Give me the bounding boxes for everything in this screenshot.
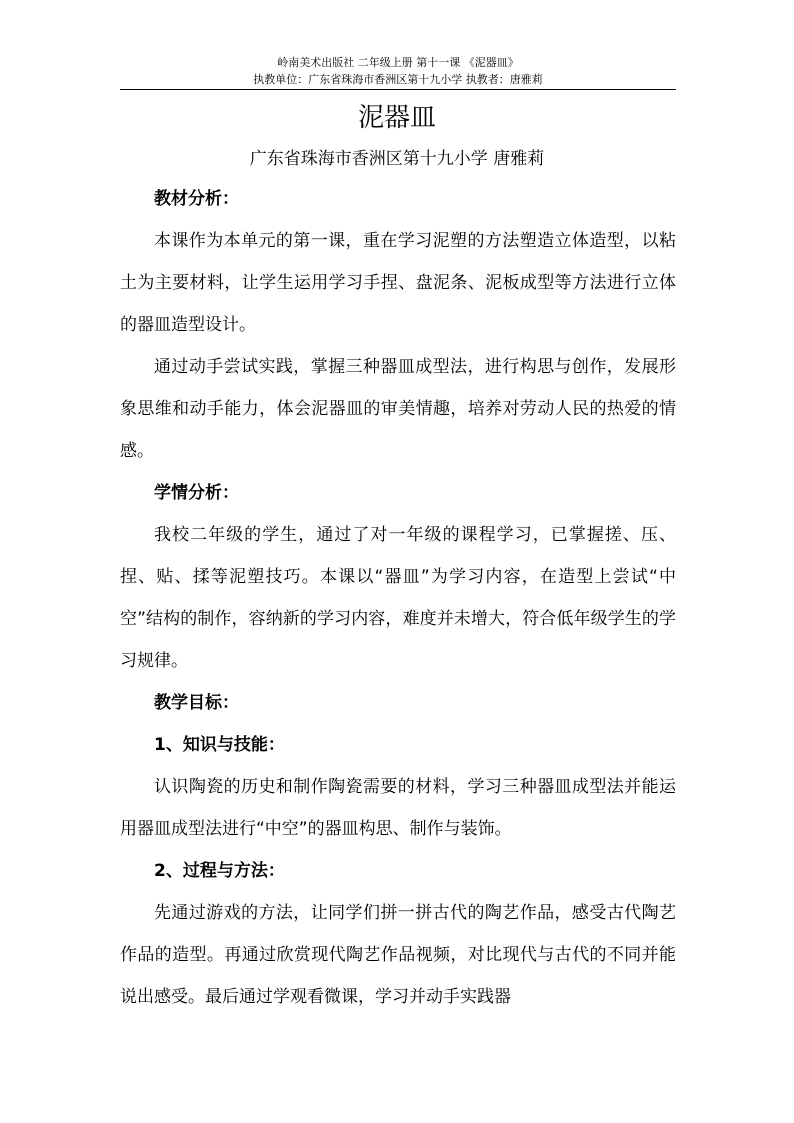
paragraph-students-1: 我校二年级的学生，通过了对一年级的课程学习，已掌握搓、压、捏、贴、揉等泥塑技巧。本课以“器皿”为学习内容，在造型上尝试“中空”结构的制作，容纳新的学习内容，难度并未增大，符合低年级学生的学习规律。 (120, 525, 676, 671)
document-body (120, 178, 676, 1018)
section-heading-material: 教材分析： (154, 189, 239, 209)
subheading-knowledge-skills: 1、知识与技能： (154, 735, 285, 755)
page-header (120, 54, 676, 88)
paragraph-goals-1: 认识陶瓷的历史和制作陶瓷需要的材料，学习三种器皿成型法并能运用器皿成型法进行“中空”的器皿构思、制作与装饰。 (120, 777, 676, 839)
header-divider (120, 89, 676, 90)
subheading-process-methods: 2、过程与方法： (154, 861, 285, 881)
paragraph-material-2: 通过动手尝试实践，掌握三种器皿成型法，进行构思与创作，发展形象思维和动手能力，体会泥器皿的审美情趣，培养对劳动人民的热爱的情感。 (120, 357, 676, 461)
header-line-publisher: 岭南美术出版社 二年级上册 第十一课 《泥器皿》 (277, 56, 519, 69)
header-line-teacher: 执教单位：广东省珠海市香洲区第十九小学 执教者：唐雅莉 (253, 73, 543, 86)
author-line: 广东省珠海市香洲区第十九小学 唐雅莉 (249, 149, 545, 169)
document-title: 泥器皿 (357, 103, 436, 133)
paragraph-goals-2: 先通过游戏的方法，让同学们拼一拼古代的陶艺作品，感受古代陶艺作品的造型。再通过欣赏现代陶艺作品视频，对比现代与古代的不同并能说出感受。最后通过学观看微课，学习并动手实践器 (120, 903, 676, 1007)
section-heading-students: 学情分析： (154, 483, 239, 503)
section-heading-goals: 教学目标： (154, 693, 239, 713)
paragraph-material-1: 本课作为本单元的第一课，重在学习泥塑的方法塑造立体造型，以粘土为主要材料，让学生运用学习手捏、盘泥条、泥板成型等方法进行立体的器皿造型设计。 (120, 231, 676, 335)
